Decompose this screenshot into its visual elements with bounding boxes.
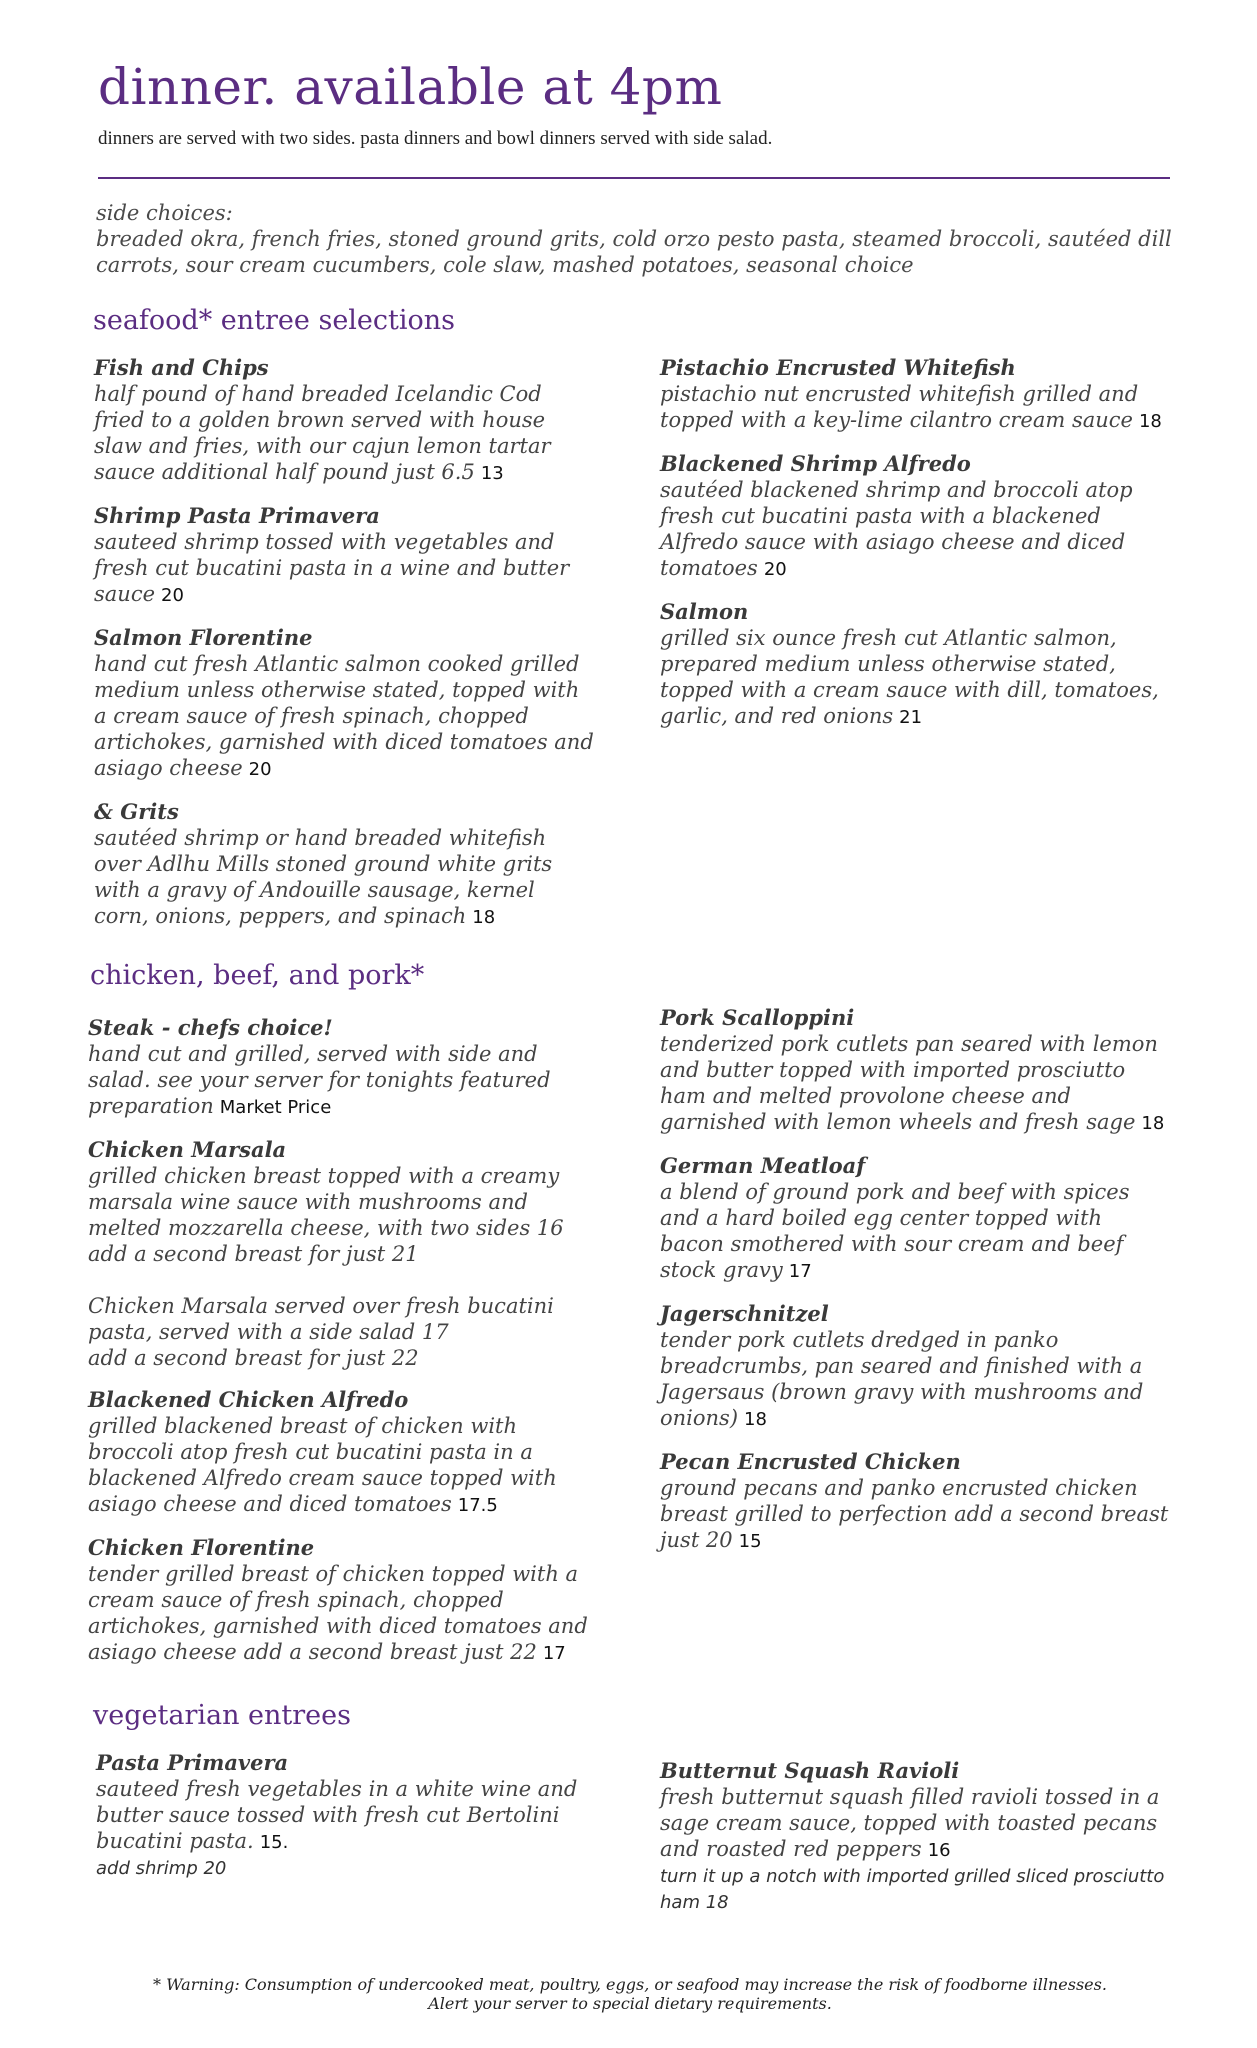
item-price: 20 [248,759,272,780]
item-description: grilled chicken breast topped with a creamy marsala wine sauce with mushrooms and melted mozzarella cheese, with two sides 16 [88,1164,564,1240]
item-addon: turn it up a notch with imported grilled sliced prosciutto ham 18 [660,1866,1165,1913]
item-name: Steak - chefs choice! [88,1015,333,1040]
item-price: 13 [480,463,504,484]
menu-item [660,1301,1170,1433]
vegetarian-left-column [96,1750,601,1898]
menu-item [88,1137,603,1371]
item-description: hand cut and grilled, served with side and salad. see your server for tonights featured preparation Market Price [88,1042,551,1118]
item-description: sautéed shrimp or hand breaded whitefish over Adlhu Mills stoned ground white grits with a gravy of Andouille sausage, kernel corn, onions, peppers, and spinach 18 [94,826,553,928]
item-description: ground pecans and panko encrusted chicken breast grilled to perfection add a second breast just 20 15 [660,1476,1169,1552]
menu-item [96,1750,601,1882]
side-choices [96,200,1176,278]
item-price: 15. [259,1832,289,1853]
item-price: 16 [927,1840,951,1861]
item-name: Jagerschnitzel [660,1301,829,1326]
menu-item [94,625,594,783]
item-description: tenderized pork cutlets pan seared with lemon and butter topped with imported prosciutto ham and melted provolone cheese and garnished with lemon wheels and fresh sage 18 [660,1032,1165,1134]
page-subtitle: dinners are served with two sides. pasta dinners and bowl dinners served with side salad. [98,128,773,149]
menu-item [660,1758,1170,1916]
item-description: grilled blackened breast of chicken with broccoli atop fresh cut bucatini pasta in a blackened Alfredo cream sauce topped with asiago cheese and diced tomatoes 17.5 [88,1414,557,1516]
header-divider [98,177,1170,179]
item-addon: add shrimp 20 [96,1858,227,1879]
item-price: 20 [763,559,787,580]
item-price: 17.5 [457,1495,498,1516]
section-title-meats: chicken, beef, and pork* [90,960,425,991]
section-title-vegetarian: vegetarian entrees [93,1700,351,1731]
seafood-left-column [94,355,594,947]
item-name: Pistachio Encrusted Whitefish [660,355,1016,380]
item-description: a blend of ground pork and beef with spices and a hard boiled egg center topped with bacon smothered with sour cream and beef stock gravy 17 [660,1180,1130,1282]
food-safety-warning: * Warning: Consumption of undercooked meat, poultry, eggs, or seafood may increase the risk of foodborne illnesses. Alert your server to special dietary requirements. [153,1975,1107,2013]
seafood-right-column [660,355,1170,747]
item-description: tender pork cutlets dredged in panko breadcrumbs, pan seared and finished with a Jagersaus (brown gravy with mushrooms and onions) 18 [660,1328,1144,1430]
item-description: sauteed fresh vegetables in a white wine and butter sauce tossed with fresh cut Bertolini bucatini pasta. 15. [96,1777,578,1853]
item-price: 20 [161,585,184,606]
menu-item [88,1387,603,1519]
section-title-seafood: seafood* entree selections [93,305,456,336]
menu-item [660,599,1170,731]
item-name: Blackened Shrimp Alfredo [660,451,971,476]
item-name: Pasta Primavera [96,1750,289,1775]
item-price: 18 [1138,411,1162,432]
item-name: Salmon [660,599,749,624]
menu-item [660,1005,1170,1137]
item-description: sauteed shrimp tossed with vegetables and fresh cut bucatini pasta in a wine and butter sauce 20 [94,530,570,606]
item-variant-description: Chicken Marsala served over fresh bucatini pasta, served with a side salad 17 [88,1294,554,1344]
item-price: 15 [738,1531,762,1552]
item-description: sautéed blackened shrimp and broccoli atop fresh cut bucatini pasta with a blackened Alfredo sauce with asiago cheese and diced tomatoes 20 [660,478,1133,580]
side-choices-label: side choices: [96,201,233,225]
menu-item [88,1015,603,1121]
meats-left-column [88,1015,603,1683]
item-name: Shrimp Pasta Primavera [94,503,380,528]
item-price: 21 [899,707,923,728]
item-price: Market Price [219,1097,332,1118]
menu-item [94,799,594,931]
menu-item [660,451,1170,583]
meats-right-column [660,1005,1170,1571]
menu-item [88,1535,603,1667]
item-name: Chicken Marsala [88,1137,287,1162]
menu-item [660,1449,1170,1555]
item-price: 18 [1141,1113,1165,1134]
item-description: hand cut fresh Atlantic salmon cooked grilled medium unless otherwise stated, topped with a cream sauce of fresh spinach, chopped artichokes, garnished with diced tomatoes and asiago cheese 20 [94,652,594,780]
item-price: 17 [788,1261,812,1282]
item-name: Salmon Florentine [94,625,313,650]
item-description: tender grilled breast of chicken topped with a cream sauce of fresh spinach, chopped artichokes, garnished with diced tomatoes and asiago cheese add a second breast just 22 17 [88,1562,588,1664]
item-price: 18 [472,907,496,928]
item-name: Chicken Florentine [88,1535,315,1560]
side-choices-list: breaded okra, french fries, stoned ground grits, cold orzo pesto pasta, steamed broccoli, sautéed dill carrots, sour cream cucumbers, cole slaw, mashed potatoes, seasonal choice [96,227,1172,277]
item-price: 17 [542,1643,566,1664]
item-name: Pecan Encrusted Chicken [660,1449,961,1474]
page-title: dinner. available at 4pm [98,58,723,116]
item-price: 18 [744,1409,767,1430]
item-name: Blackened Chicken Alfredo [88,1387,409,1412]
item-name: Pork Scalloppini [660,1005,855,1030]
item-addon: add a second breast for just 22 [88,1346,419,1370]
item-description: pistachio nut encrusted whitefish grilled and topped with a key-lime cilantro cream sauce 18 [660,382,1162,432]
item-name: Fish and Chips [94,355,269,380]
item-name: Butternut Squash Ravioli [660,1758,960,1783]
item-name: & Grits [94,799,179,824]
menu-item [660,1153,1170,1285]
menu-item [94,355,594,487]
vegetarian-right-column [660,1758,1170,1932]
item-description: grilled six ounce fresh cut Atlantic salmon, prepared medium unless otherwise stated, topped with a cream sauce with dill, tomatoes, garlic, and red onions 21 [660,626,1159,728]
item-name: German Meatloaf [660,1153,866,1178]
item-addon: add a second breast for just 21 [88,1242,419,1266]
item-description: fresh butternut squash filled ravioli tossed in a sage cream sauce, topped with toasted pecans and roasted red peppers 16 [660,1785,1160,1861]
menu-item [94,503,594,609]
item-description: half pound of hand breaded Icelandic Cod fried to a golden brown served with house slaw and fries, with our cajun lemon tartar sauce additional half pound just 6.5 13 [94,382,551,484]
menu-item [660,355,1170,435]
